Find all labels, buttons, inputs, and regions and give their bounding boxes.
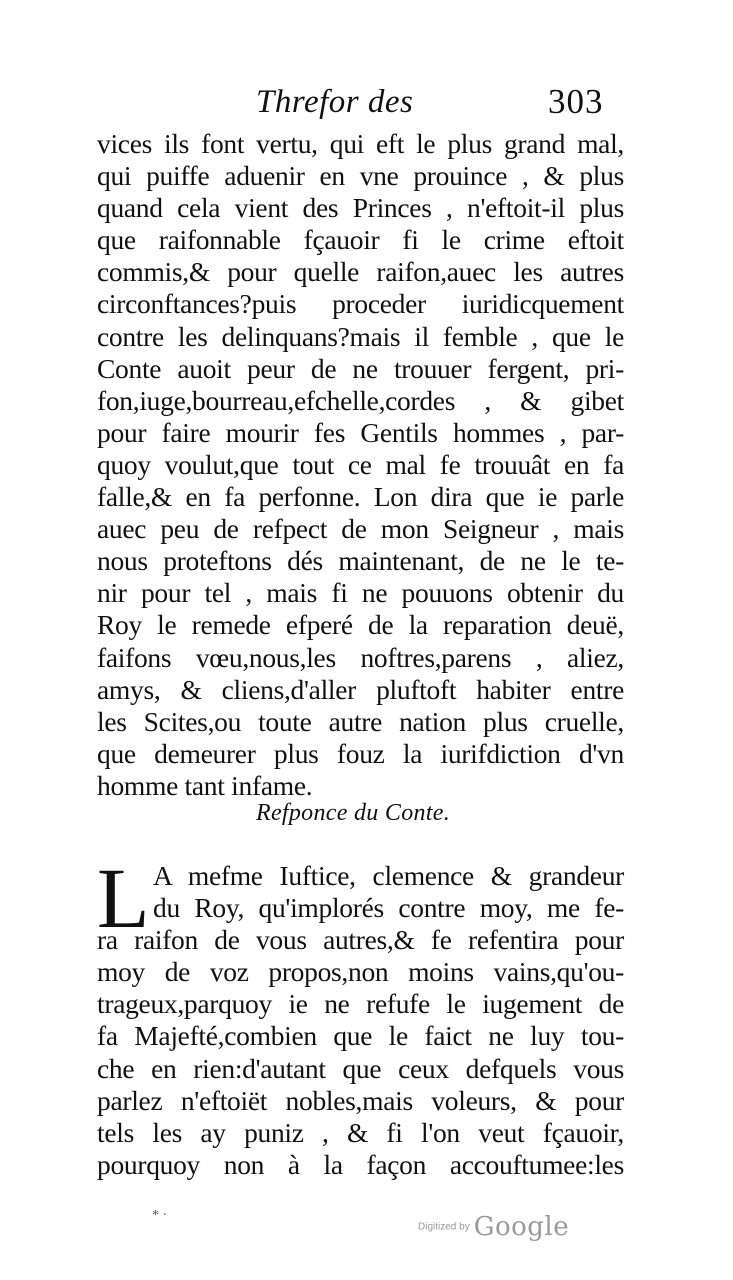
text-line: A mefme Iuftice, clemence & grandeur <box>153 860 624 891</box>
text-line: amys, & cliens,d'aller pluftoft habiter entre <box>97 673 624 705</box>
drop-cap: L <box>97 850 150 946</box>
text-line: parlez n'eftoiët nobles,mais voleurs, & pour <box>97 1084 624 1116</box>
text-line: moy de voz propos,non moins vains,qu'ou- <box>97 956 624 988</box>
text-line: quand cela vient des Princes , n'eftoit-il plus <box>97 192 624 224</box>
watermark-prefix: Digitized by <box>418 1221 470 1233</box>
text-line: pour faire mourir fes Gentils hommes , par- <box>97 416 624 448</box>
text-line: ra raifon de vous autres,& fe refentira pour <box>97 924 624 956</box>
text-line: que demeurer plus fouz la iurifdiction d'vn <box>97 737 624 769</box>
reply-paragraph <box>97 850 624 1181</box>
running-head: Threfor des <box>256 84 414 120</box>
digitized-watermark <box>418 1212 569 1242</box>
text-line: tels les ay puniz , & fi l'on veut fçauoir, <box>97 1116 624 1148</box>
body-text <box>97 128 624 802</box>
text-line: les Scites,ou toute autre nation plus cruelle, <box>97 705 624 737</box>
section-heading: Refponce du Conte. <box>256 800 451 826</box>
text-line: pourquoy non à la façon accouftumee:les <box>97 1148 624 1180</box>
page-number: 303 <box>548 82 604 121</box>
google-logo: Google <box>473 1212 570 1242</box>
text-line: fon,iuge,bourreau,efchelle,cordes , & gibet <box>97 384 624 416</box>
text-line: du Roy, qu'implorés contre moy, me fe- <box>153 892 624 924</box>
text-line: que raifonnable fçauoir fi le crime eftoit <box>97 224 624 256</box>
text-line: nous proteftons dés maintenant, de ne le te- <box>97 545 624 577</box>
text-line: trageux,parquoy ie ne refufe le iugement de <box>97 988 624 1020</box>
margin-mark: * · <box>152 1208 168 1223</box>
text-line: qui puiffe aduenir en vne prouince , & plus <box>97 160 624 192</box>
text-line: che en rien:d'autant que ceux defquels vous <box>97 1052 624 1084</box>
text-line: contre les delinquans?mais il femble , que le <box>97 320 624 352</box>
text-line: Roy le remede efperé de la reparation deuë, <box>97 609 624 641</box>
text-line: homme tant infame. <box>97 769 313 801</box>
text-line: Conte auoit peur de ne trouuer fergent, pri- <box>97 352 624 384</box>
text-line: auec peu de refpect de mon Seigneur , mais <box>97 513 624 545</box>
text-line: fa Majefté,combien que le faict ne luy tou- <box>97 1020 624 1052</box>
text-line: quoy voulut,que tout ce mal fe trouuât en fa <box>97 448 624 480</box>
text-line: faifons vœu,nous,les noftres,parens , aliez, <box>97 641 624 673</box>
text-line: falle,& en fa perfonne. Lon dira que ie parle <box>97 481 624 513</box>
text-line: vices ils font vertu, qui eft le plus grand mal, <box>97 128 624 159</box>
text-line: commis,& pour quelle raifon,auec les autres <box>97 256 624 288</box>
text-line: circonftances?puis proceder iuridicquement <box>97 288 624 320</box>
text-line: nir pour tel , mais fi ne pouuons obtenir du <box>97 577 624 609</box>
